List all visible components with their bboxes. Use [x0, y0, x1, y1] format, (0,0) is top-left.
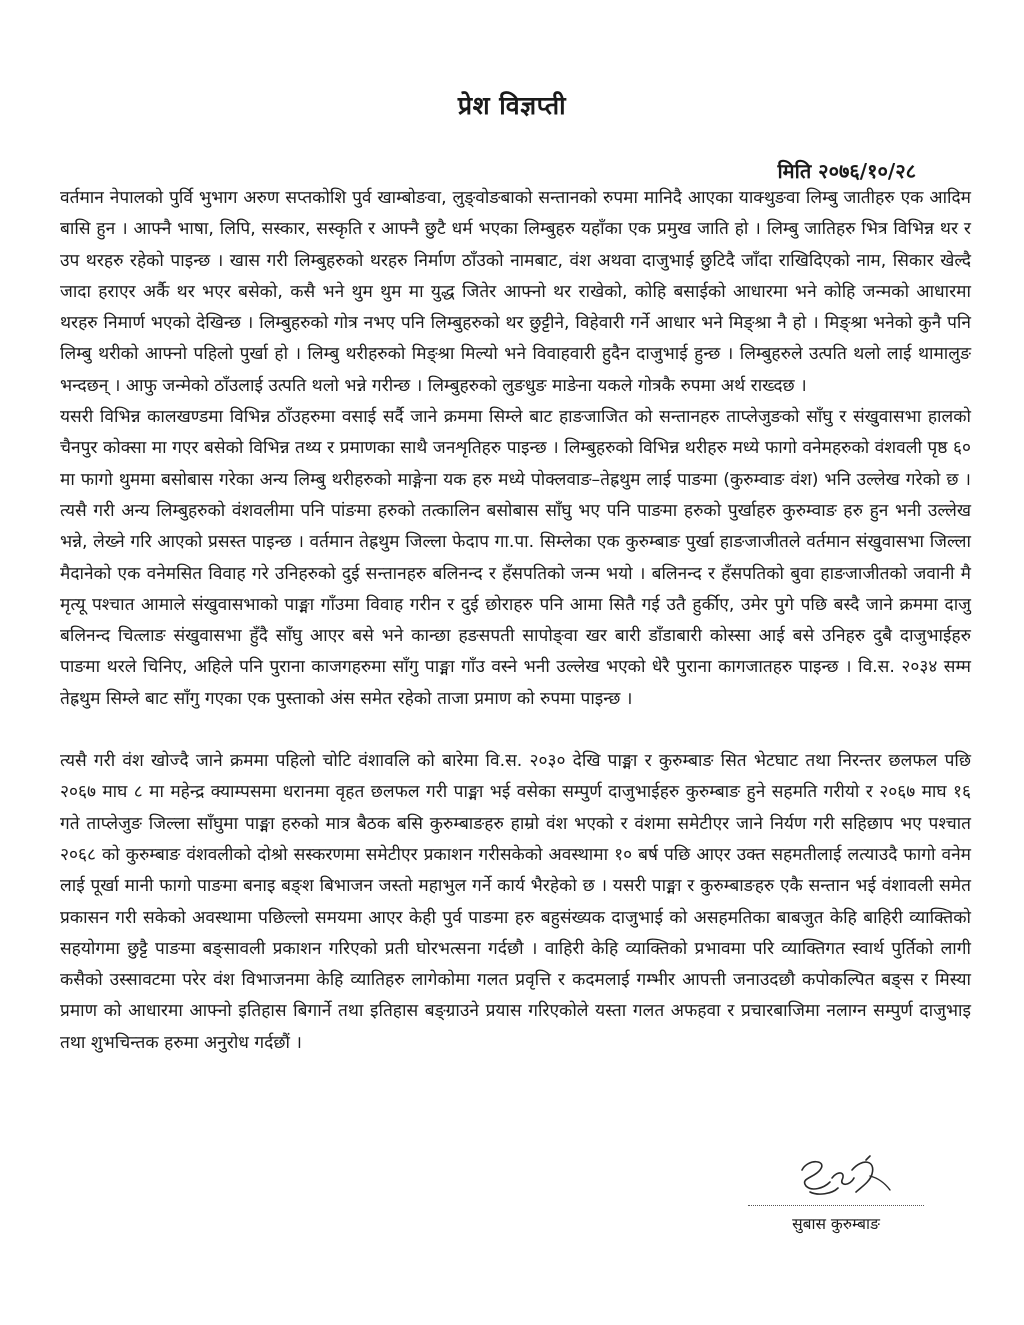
- paragraph-history: यसरी विभिन्न कालखण्डमा विभिन्न ठाँउहरुमा वसाई सर्दै जाने क्रममा सिम्ले बाट हाङजाजित को सन्तानहरु ताप्लेजुङको साँघु र संखुवासभा हालको चैनपुर कोक्सा मा गएर बसेको विभिन्न तथ्य र प्रमाणका साथै जनशृतिहरु पाइन्छ । लिम्बुहरुको विभिन्न थरीहरु मध्ये फागो वनेमहरुको वंशवली पृष्ठ ६० मा फागो थुममा बसोबास गरेका अन्य लिम्बु थरीहरुको माङ्गेना यक हरु मध्ये पोक्लवाङ–तेह्रथुम लाई पाङमा (कुरुम्वाङ वंश) भनि उल्लेख गरेको छ । त्यसै गरी अन्य लिम्बुहरुको वंशवलीमा पनि पांङमा हरुको तत्कालिन बसोबास साँघु भए पनि पाङमा हरुको पुर्खाहरु कुरुम्वाङ हरु हुन भनी उल्लेख भन्ने, लेख्ने गरि आएको प्रसस्त पाइन्छ । वर्तमान तेह्रथुम जिल्ला फेदाप गा.पा. सिम्लेका एक कुरुम्बाङ पुर्खा हाङजाजीतले वर्तमान संखुवासभा जिल्ला मैदानेको एक वनेमसित विवाह गरे उनिहरुको दुई सन्तानहरु बलिनन्द र हँसपतिको जन्म भयो । बलिनन्द र हँसपतिको बुवा हाङजाजीतको जवानी मै मृत्यू पश्चात आमाले संखुवासभाको पाङ्मा गाँउमा विवाह गरीन र दुई छोराहरु पनि आमा सितै गई उतै हुर्कीए, उमेर पुगे पछि बस्दै जाने क्रममा दाजु बलिनन्द चित्लाङ संखुवासभा हुँदै साँघु आएर बसे भने कान्छा हङसपती सापोङ्वा खर बारी डाँडाबारी कोस्सा आई बसे उनिहरु दुबै दाजुभाईहरु पाङमा थरले चिनिए, अहिले पनि पुराना काजगहरुमा साँगु पाङ्मा गाँउ वस्ने भनी उल्लेख भएको धेरै पुराना कागजातहरु पाइन्छ । वि.स. २०३४ सम्म तेह्रथुम सिम्ले बाट साँगु गएका एक पुस्ताको अंस समेत रहेको ताजा प्रमाण को रुपमा पाइन्छ ।: [60, 407, 971, 709]
- document-title: प्रेश विज्ञप्ती: [457, 91, 567, 120]
- document-date: मिति २०७६/१०/२८: [777, 159, 916, 183]
- paragraph-appeal: त्यसै गरी वंश खोज्दै जाने क्रममा पहिलो चोटि वंशावलि को बारेमा वि.स. २०३० देखि पाङ्मा र कुरुम्बाङ सित भेटघाट तथा निरन्तर छलफल पछि २०६७ माघ ८ मा महेन्द्र क्याम्पसमा धरानमा वृहत छलफल गरी पाङ्मा भई वसेका सम्पुर्ण दाजुभाईहरु कुरुम्बाङ हुने सहमति गरीयो र २०६७ माघ १६ गते ताप्लेजुङ जिल्ला साँघुमा पाङ्मा हरुको मात्र बैठक बसि कुरुम्बाङहरु हाम्रो वंश भएको र वंशमा समेटीएर जाने निर्यण गरी सहिछाप भए पश्चात २०६८ को कुरुम्बाङ वंशवलीको दोश्रो सस्करणमा समेटीएर प्रकाशन गरीसकेको अवस्थामा १० बर्ष पछि आएर उक्त सहमतीलाई लत्याउदै फागो वनेम लाई पूर्खा मानी फागो पाङमा बनाइ बङ्श बिभाजन जस्तो महाभुल गर्ने कार्य भैरहेको छ । यसरी पाङ्मा र कुरुम्बाङहरु एकै सन्तान भई वंशावली समेत प्रकासन गरी सकेको अवस्थामा पछिल्लो समयमा आएर केही पुर्व पाङमा हरु बहुसंख्यक दाजुभाई को असहमतिका बाबजुत केहि बाहिरी व्याक्तिको सहयोगमा छुट्टै पाङमा बङ्सावली प्रकाशन गरिएको प्रती घोरभत्सना गर्दछौ । वाहिरी केहि व्याक्तिको प्रभावमा परि व्याक्तिगत स्वार्थ पुर्तिको लागी कसैको उस्सावटमा परेर वंश विभाजनमा केहि व्यातिहरु लागेकोमा गलत प्रवृत्ति र कदमलाई गम्भीर आपत्ती जनाउदछौ कपोकल्पित बङ्स र मिस्या प्रमाण को आधारमा आफ्नो इतिहास बिगार्ने तथा इतिहास बङ्ग्राउने प्रयास गरिएकोले यस्ता गलत अफहवा र प्रचारबाजिमा नलाग्न सम्पुर्ण दाजुभाइ तथा शुभचिन्तक हरुमा अनुरोध गर्दछौं ।: [60, 751, 971, 1053]
- document-body: [60, 183, 971, 1059]
- paragraph-intro: वर्तमान नेपालको पुर्वि भुभाग अरुण सप्तकोशि पुर्व खाम्बोङवा, लुङ्वोङबाको सन्तानको रुपमा मानिदै आएका याक्थुङवा लिम्बु जातीहरु एक आदिम बासि हुन । आफ्नै भाषा, लिपि, सस्कार, सस्कृति र आफ्नै छुटै धर्म भएका लिम्बुहरु यहाँका एक प्रमुख जाति हो । लिम्बु जातिहरु भित्र विभिन्न थर र उप थरहरु रहेको पाइन्छ । खास गरी लिम्बुहरुको थरहरु निर्माण ठाँउको नामबाट, वंश अथवा दाजुभाई छुटिदै जाँदा राखिदिएको नाम, सिकार खेल्दै जादा हराएर अर्कै थर भएर बसेको, कसै भने थुम थुम मा युद्ध जितेर आफ्नो थर राखेको, कोहि बसाईको आधारमा भने कोहि जन्मको आधारमा थरहरु निमार्ण भएको देखिन्छ । लिम्बुहरुको गोत्र नभए पनि लिम्बुहरुको थर छुट्टीने, विहेवारी गर्ने आधार भने मिङ्श्रा नै हो । मिङ्श्रा भनेको कुनै पनि लिम्बु थरीको आफ्नो पहिलो पुर्खा हो । लिम्बु थरीहरुको मिङ्श्रा मिल्यो भने विवाहवारी हुदैन दाजुभाई हुन्छ । लिम्बुहरुले उत्पति थलो लाई थामालुङ भन्दछन् । आफु जन्मेको ठाँउलाई उत्पति थलो भन्ने गरीन्छ । लिम्बुहरुको लुङधुङ माङेना यकले गोत्रकै रुपमा अर्थ राख्दछ ।: [60, 188, 971, 396]
- signature-line: [748, 1205, 924, 1206]
- signature-block: [744, 1148, 928, 1238]
- handwritten-signature: [780, 1148, 900, 1206]
- signer-name: सुबास कुरुम्बाङ: [792, 1215, 880, 1233]
